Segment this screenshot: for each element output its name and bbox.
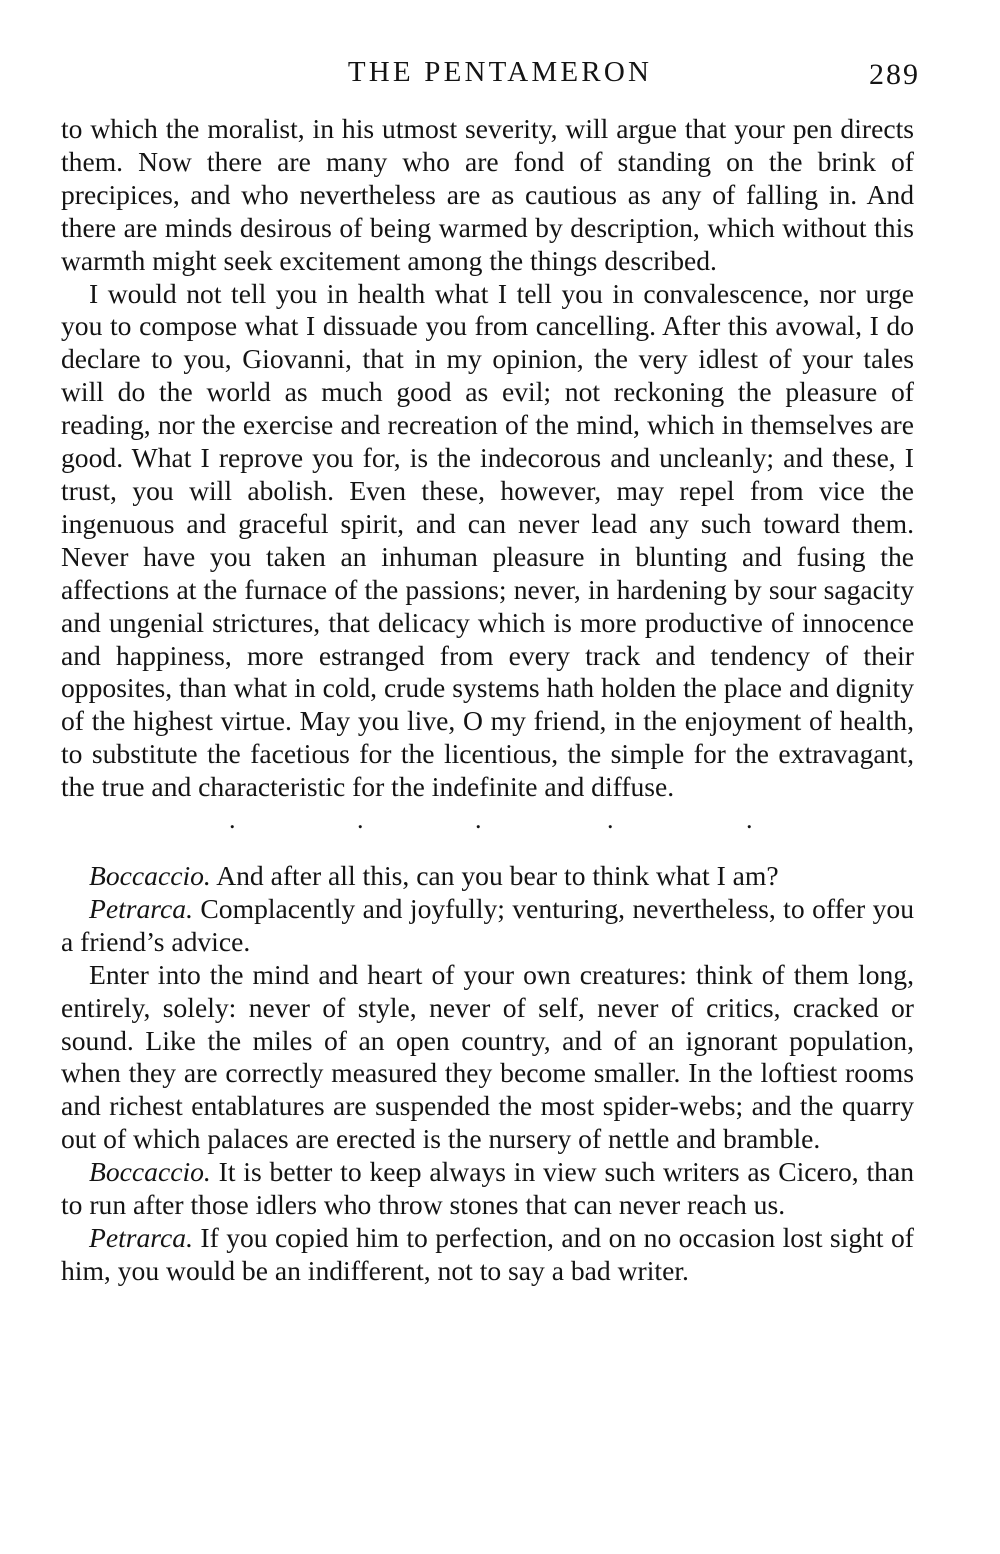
- speaker-name: Petrarca.: [89, 892, 193, 924]
- speaker-name: Boccaccio.: [89, 860, 211, 892]
- paragraph-continued: to which the moralist, in his utmost severity, will argue that your pen directs them. Now there are many who are fond of standing on the brink of precipices, and who nevertheless are as cautious as any of falling in. And there are minds desirous of being warmed by description, which without this warmth might seek excitement among the things described.: [61, 113, 914, 276]
- dialogue-text: And after all this, can you bear to think what I am?: [210, 860, 779, 892]
- separator-dot: .: [229, 805, 236, 835]
- dialogue-line: [61, 1156, 914, 1222]
- running-title: THE PENTAMERON: [347, 56, 653, 88]
- separator-dot: .: [746, 805, 753, 835]
- separator-dot: .: [607, 805, 614, 835]
- body-text: [61, 113, 914, 1288]
- dialogue-line: [61, 893, 914, 959]
- dialogue-line: [61, 860, 914, 893]
- dialogue-line: [61, 1222, 914, 1288]
- dialogue-text: If you copied him to perfection, and on no occasion lost sight of him, you would be an indifferent, not to say a bad writer.: [61, 1222, 914, 1286]
- separator-dot: .: [357, 805, 364, 835]
- paragraph-petrarca-speech: I would not tell you in health what I tell you in convalescence, nor urge you to compose what I dissuade you from cancelling. After this avowal, I do declare to you, Giovanni, that in my opinion, the very idlest of your tales will do the world as much good as evil; not reckoning the pleasure of reading, nor the exercise and recreation of the mind, which in themselves are good. What I reprove you for, is the indecorous and uncleanly; and these, I trust, you will abolish. Even these, however, may repel from vice the ingenuous and graceful spirit, and can never lead any such toward them. Never have you taken an inhuman pleasure in blunting and fusing the affections at the furnace of the passions; never, in hardening by sour sagacity and ungenial strictures, that delicacy which is more productive of innocence and happiness, more estranged from every track and tendency of their opposites, than what in cold, crude systems hath holden the place and dignity of the highest virtue. May you live, O my friend, in the enjoyment of health, to substitute the facetious for the licentious, the simple for the extravagant, the true and characteristic for the indefinite and diffuse.: [61, 277, 914, 803]
- speaker-name: Petrarca.: [89, 1222, 193, 1253]
- separator-dot: .: [475, 805, 482, 835]
- paragraph-advice: Enter into the mind and heart of your own creatures: think of them long, entirely, solely: never of style, never of self, never of critics, cracked or sound. Like the miles of an open country, and of an ignorant population, when they are correctly measured they become smaller. In the loftiest rooms and richest entablatures are suspended the most spider-webs; and the quarry out of which palaces are erected is the nursery of nettle and bramble.: [61, 958, 914, 1155]
- dialogue-text: Complacently and joyfully; venturing, nevertheless, to offer you a friend’s advice.: [61, 892, 914, 957]
- running-head: [0, 56, 1000, 96]
- speaker-name: Boccaccio.: [89, 1156, 211, 1188]
- dialogue-text: It is better to keep always in view such writers as Cicero, than to run after those idlers who throw stones that can never reach us.: [61, 1156, 914, 1221]
- section-separator: [61, 804, 914, 860]
- page-number: 289: [869, 58, 920, 91]
